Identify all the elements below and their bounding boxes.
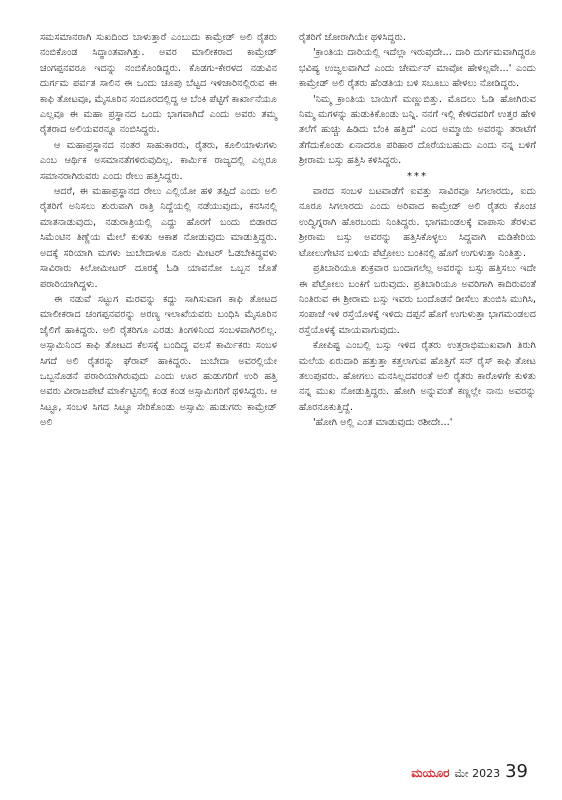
left-column <box>40 30 277 431</box>
paragraph: ಆದರೆ, ಈ ಮಹಾಪ್ರಸ್ಥಾನದ ರೇಲು ಎಲ್ಲಿಯೋ ಹಳಿ ತಪ್ಪಿದೆ ಎಂದು ಅಲಿ ರೈತರಿಗೆ ಅನಿಸಲು ಶುರುವಾಗಿ ರಾತ್ರಿ ನಿದ್ದೆಯಲ್ಲಿ ನಡೆಯುವುದು, ಕನಸಿನಲ್ಲಿ ಮಾತನಾಡುವುದು, ನಡುರಾತ್ರಿಯಲ್ಲಿ ಎದ್ದು ಹೊರಗೆ ಬಂದು ಬಿಡಾರದ ಸಿಮೆಂಟಿನ ತಿಣ್ಣೆಯ ಮೇಲೆ ಕುಳಿತು ಆಕಾಶ ನೋಡುವುದು ಮಾಡುತ್ತಿದ್ದರು. ಅದಕ್ಕೆ ಸರಿಯಾಗಿ ಮಗಳು ಜುಬೇದಾಳೂ ನೂರು ಮೀಟರ್ ಓಡಬೇಕಿದ್ದವಳು ಸಾವಿರಾರು ಕಿಲೋಮೀಟರ್ ದೂರಕ್ಕೆ ಓಡಿ ಯಾವನೋ ಒಬ್ಬನ ಜೊತೆ ಪರಾರಿಯಾಗಿದ್ದಳು. <box>40 186 277 290</box>
magazine-logo: ಮಯೂರ <box>411 766 450 780</box>
page-footer <box>411 761 528 782</box>
paragraph: ಈ ನಡುವೆ ಸಟ್ಟುಗ ಮರವನ್ನು ಕದ್ದು ಸಾಗಿಸುವಾಗ ಕಾಫಿ ತೋಟದ ಮಾಲೀಕರಾದ ಚಂಗಪ್ಪನವರನ್ನು ಅರಣ್ಯ ಇಲಾಖೆಯವರು ಬಂಧಿಸಿ ಮೈಸೂರಿನ ಜೈಲಿಗೆ ಹಾಕಿದ್ದರು. ಅಲಿ ರೈತರಿಗೂ ಎರಡು ತಿಂಗಳಿನಿಂದ ಸಂಬಳವಾಗಿರಲಿಲ್ಲ. ಅಸ್ಸಾಮಿನಿಂದ ಕಾಫಿ ತೋಟದ ಕೆಲಸಕ್ಕೆ ಬಂದಿದ್ದ ವಲಸೆ ಕಾರ್ಮಿಕರು ಸಂಬಳ ಸಿಗದೆ ಅಲಿ ರೈತರನ್ನು ಘೆರಾವ್ ಹಾಕಿದ್ದರು. ಜುಬೇದಾ ಅವರಲ್ಲಿಯೇ ಒಬ್ಬನೊಡನೆ ಪರಾರಿಯಾಗಿರುವುದು ಎಂದು ಊರ ಹುಡುಗರಿಗೆ ಉರಿ ಹತ್ತಿ ಅವರು ವೀರಾಜಪೇಟೆ ಮಾರ್ಕೆಟ್ಟಿನಲ್ಲಿ ಕಂಡ ಕಂಡ ಅಸ್ಸಾಮಿಗರಿಗೆ ಥಳಿಸಿದ್ದರು. ಆ ಸಿಟ್ಟೂ, ಸಂಬಳ ಸಿಗದ ಸಿಟ್ಟೂ ಸೇರಿಕೊಂಡು ಅಸ್ಸಾಮಿ ಹುಡುಗರು ಕಾಮ್ರೇಡ್ ಅಲಿ <box>40 293 277 429</box>
right-column <box>299 30 536 431</box>
paragraph: 'ಹೋಗಿ ಅಲ್ಲಿ ಎಂತ ಮಾಡುವುದು ರಶೀದೇ...' <box>313 417 453 429</box>
paragraph: ಕೋಪಿಷ್ಟ ಎಂಬಲ್ಲಿ ಬಸ್ಸು ಇಳಿದ ರೈತರು ಉತ್ತರಾಭಿಮುಖವಾಗಿ ತಿರುಗಿ ಮಲೆಯ ಏರುದಾರಿ ಹತ್ತುತ್ತಾ ಕತ್ತಲಾಗುವ ಹೊತ್ತಿಗೆ ಸನ್ ರೈಸ್ ಕಾಫಿ ತೋಟ ತಲುಪುವರು. ಹೋಗಲು ಮನಸಿಲ್ಲದವರಂತೆ ಅಲಿ ರೈತರು ಕಾರೊಳಗೇ ಕುಳಿತು ನನ್ನ ಮುಖ ನೋಡುತ್ತಿದ್ದರು. ಹೋಗಿ ಅನ್ನುವಂತೆ ಕಣ್ಣಲ್ಲೇ ನಾನು ಅವರನ್ನು ಹೊರನೂಕುತ್ತಿದ್ದೆ. <box>299 340 536 413</box>
page-number: 39 <box>505 761 528 782</box>
paragraph: ರೈತರಿಗೆ ಜೋರಾಗಿಯೇ ಥಳಿಸಿದ್ದರು. <box>299 32 406 43</box>
section-separator: *** <box>407 170 428 182</box>
paragraph: ಆ ಮಹಾಪ್ರಸ್ಥಾನದ ನಂತರ ಸಾಹುಕಾರರು, ರೈತರು, ಕೂಲಿಯಾಳುಗಳು ಎಂಬ ಆರ್ಥಿಕ ಅಸಮಾನತೆಗಳಿರುವುದಿಲ್ಲ. ಕಾರ್ಮಿಕ ರಾಜ್ಯದಲ್ಲಿ ಎಲ್ಲರೂ ಸಮಾನರಾಗಿರುವರು ಎಂದು ರೇಲು ಹತ್ತಿಸಿದ್ದರು. <box>40 139 277 182</box>
paragraph: ಪ್ರತಿಬಾರಿಯೂ ಶುಕ್ರವಾರ ಬಂದಾಗಲೆಲ್ಲ ಅವರನ್ನು ಬಸ್ಸು ಹತ್ತಿಸಲು ಇದೇ ಈ ಪೆಟ್ರೋಲು ಬಂಕಿಗೆ ಬರುವುದು. ಪ್ರತಿಬಾರಿಯೂ ಅವರಿಗಾಗಿ ಕಾದಿರುವಂತೆ ನಿಂತಿರುವ ಈ ಶ್ರೀರಾಮ ಬಸ್ಸು ಇವರು ಬಂದೊಡನೆ ಡೀಸೆಲು ತುಂಬಿಸಿ ಮುಗಿಸಿ, ಸಂಪಾಜೆ ಇಳಿ ರಸ್ತೆಯೊಳಕ್ಕೆ ಇಳಿದು ದಪ್ಪನೆ ಹೊಗೆ ಉಗುಳುತ್ತಾ ಭಾಗಮಂಡಲದ ರಸ್ತೆಯೊಳಕ್ಕೆ ಮಾಯವಾಗುವುದು. <box>299 263 536 336</box>
issue-month: ಮೇ 2023 <box>454 767 501 780</box>
magazine-page <box>18 18 546 788</box>
paragraph: 'ನಿಮ್ಮ ಕ್ರಾಂತಿಯ ಬಾಯಿಗೆ ಮಣ್ಣುಬಿತ್ತು. ಮೊದಲು ಓಡಿ ಹೋಗಿರುವ ನಿಮ್ಮ ಮಗಳನ್ನು ಹುಡುಕಿಕೊಂಡು ಬನ್ನಿ. ನನಗೆ ಇಲ್ಲಿ ಕೇಳಿದವರಿಗೆ ಉತ್ತರ ಹೇಳಿ ತಲೆಗೆ ಹುಚ್ಚು ಹಿಡಿದು ಬೆಂಕಿ ಹತ್ತಿದೆ' ಎಂದ ಅಮ್ಮಾಯಿ ಅವರನ್ನು ತರಾಟೆಗೆ ತೆಗೆದುಕೊಂಡು ಏನಾದರೂ ಪರಿಹಾರ ದೊರೆಯಬಹುದು ಎಂದು ನನ್ನ ಬಳಿಗೆ ಶ್ರೀರಾಮ ಬಸ್ಸು ಹತ್ತಿಸಿ ಕಳಿಸಿದ್ದರು. <box>299 93 536 167</box>
paragraph: 'ಕ್ರಾಂತಿಯ ದಾರಿಯಲ್ಲಿ ಇದೆಲ್ಲಾ ಇರುವುದೇ... ದಾರಿ ದುರ್ಗಮವಾಗಿದ್ದರೂ ಭವಿಷ್ಯ ಉಜ್ವಲವಾಗಿದೆ ಎಂದು ಚೇರ್ಮನ್ ಮಾವೋ ಹೇಳಿಲ್ಲವೇ...' ಎಂದು ಕಾಮ್ರೇಡ್ ಅಲಿ ರೈತರು ಹೆಂಡತಿಯ ಬಳಿ ಸಬೂಬು ಹೇಳಲು ನೋಡಿದ್ದರು. <box>299 47 536 90</box>
paragraph: ವಾರದ ಸಂಬಳ ಬಟವಾಡೆಗೆ ಐವತ್ತು ಸಾವಿರವೂ ಸಿಗಲಾರದು, ಐದು ನೂರೂ ಸಿಗಲಾರದು ಎಂದು ಅರಿವಾದ ಕಾಮ್ರೇಡ್ ಅಲಿ ರೈತರು ಕೊಂಚ ಉದ್ವಿಗ್ನರಾಗಿ ಹೊರಬಂದು ನಿಂತಿದ್ದರು. ಭಾಗಮಂಡಲಕ್ಕೆ ವಾಪಾಸು ತೆರಳುವ ಶ್ರೀರಾಮ ಬಸ್ಸು ಅವರನ್ನು ಹತ್ತಿಸಿಕೊಳ್ಳಲು ಸಿದ್ದವಾಗಿ ಮಡಿಕೇರಿಯ ಟೋಲುಗೇಟಿನ ಬಳಿಯ ಪೆಟ್ರೋಲು ಬಂಕಿನಲ್ಲಿ ಹೊಗೆ ಉಗುಳುತ್ತಾ ನಿಂತಿತ್ತು. <box>299 186 536 259</box>
paragraph: ಸಮಸಮಾನರಾಗಿ ಸುಖದಿಂದ ಬಾಳುತ್ತಾರೆ ಎಂಬುದು ಕಾಮ್ರೇಡ್ ಅಲಿ ರೈತರು ನಂಬಿಕೊಂಡ ಸಿದ್ಧಾಂತವಾಗಿತ್ತು. ಅವರ ಮಾಲೀಕರಾದ ಕಾಮ್ರೇಡ್ ಚಂಗಪ್ಪನವರೂ ಇದನ್ನು ನಂಬಿಕೊಂಡಿದ್ದರು. ಕೊಡಗು-ಕೇರಳದ ನಡುವಿನ ದುರ್ಗಮ ಪರ್ವತ ಸಾಲಿನ ಈ ಒಂದು ಚೂಪು ಬೆಟ್ಟದ ಇಳಿಜಾರಿನಲ್ಲಿರುವ ಈ ಕಾಫಿ ತೋಟವೂ, ಮೈಸೂರಿನ ಸಂದೂರದಲ್ಲಿದ್ದ ಆ ಬೆಂಕಿ ಪೆಟ್ಟಿಗೆ ಕಾರ್ಖಾನೆಯೂ ಎಲ್ಲವೂ ಈ ಮಹಾ ಪ್ರಸ್ಥಾನದ ಒಂದು ಭಾಗವಾಗಿದೆ ಎಂದು ಅವರು ತಮ್ಮ ರೈತರಾದ ಅಲಿಯವರನ್ನೂ ನಂಬಿಸಿದ್ದರು. <box>40 32 277 136</box>
